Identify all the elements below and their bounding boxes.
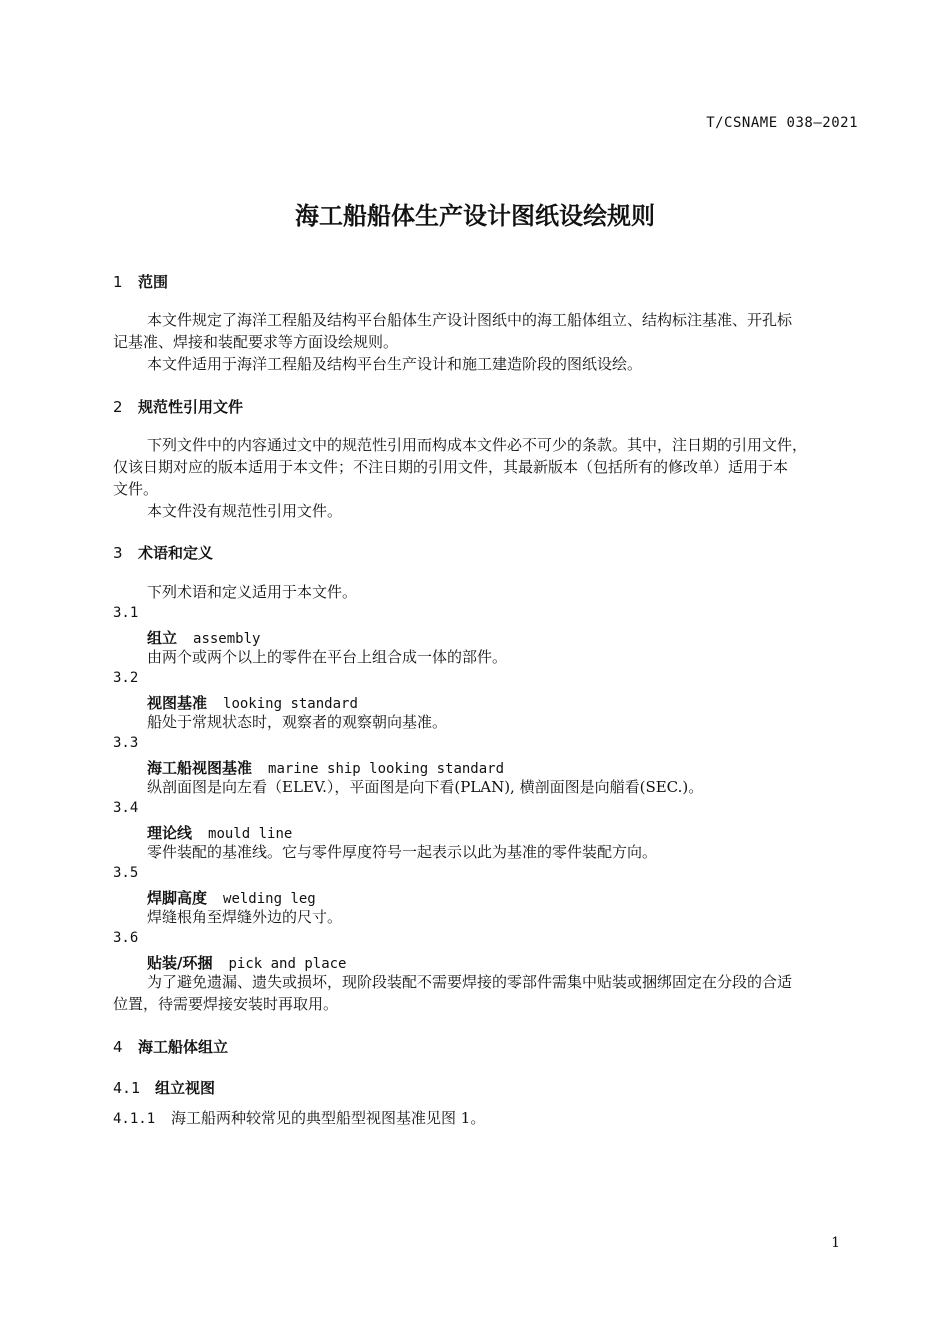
paragraph: 本文件适用于海洋工程船及结构平台生产设计和施工建造阶段的图纸设绘。	[147, 355, 643, 373]
clause-item	[113, 1107, 485, 1130]
term-definition: 零件装配的基准线。它与零件厚度符号一起表示以此为基准的零件装配方向。	[147, 843, 658, 861]
term-en: pick and place	[228, 956, 347, 972]
term-cn: 海工船视图基准	[147, 759, 253, 777]
subsection-title: 组立视图	[155, 1079, 216, 1097]
term-cn: 理论线	[147, 824, 193, 842]
term-en: assembly	[193, 631, 261, 647]
term-number: 3.6	[113, 930, 139, 946]
term-number: 3.3	[113, 735, 139, 751]
term-en: looking standard	[223, 696, 358, 712]
section-number: 4	[113, 1038, 123, 1056]
paragraph: 本文件没有规范性引用文件。	[147, 502, 343, 520]
subsection-number: 4.1	[113, 1079, 141, 1097]
section-title: 海工船体组立	[138, 1038, 229, 1056]
section-number: 2	[113, 398, 123, 416]
section-title: 范围	[138, 273, 169, 291]
paragraph: 文件。	[113, 480, 159, 498]
term-definition: 为了避免遗漏、遗失或损坏，现阶段装配不需要焊接的零部件需集中贴装或捆绑固定在分段的合适	[147, 973, 793, 991]
section-1-heading	[113, 271, 168, 292]
page-number: 1	[831, 1235, 840, 1251]
section-3-heading	[113, 542, 213, 563]
paragraph: 记基准、焊接和装配要求等方面设绘规则。	[113, 333, 399, 351]
term-cn: 贴装/环捆	[147, 954, 213, 972]
document-title: 海工船船体生产设计图纸设绘规则	[295, 202, 655, 230]
term-en: mould line	[208, 826, 293, 842]
term-cn: 视图基准	[147, 694, 208, 712]
term-cn: 组立	[147, 629, 178, 647]
clause-number: 4.1.1	[113, 1111, 156, 1127]
term-number: 3.1	[113, 605, 139, 621]
term-cn: 焊脚高度	[147, 889, 208, 907]
paragraph: 仅该日期对应的版本适用于本文件；不注日期的引用文件，其最新版本（包括所有的修改单）适用于本	[113, 458, 789, 476]
term-name	[147, 627, 260, 648]
clause-text: 海工船两种较常见的典型船型视图基准见图 1。	[171, 1109, 486, 1127]
section-title: 规范性引用文件	[138, 398, 244, 416]
section-2-heading	[113, 396, 243, 417]
term-definition: 纵剖面图是向左看（ELEV.），平面图是向下看(PLAN), 横剖面图是向艏看(SEC.)。	[147, 778, 704, 796]
paragraph: 下列文件中的内容通过文中的规范性引用而构成本文件必不可少的条款。其中，注日期的引用文件，	[147, 436, 808, 454]
standard-number: T/CSNAME 038—2021	[706, 115, 858, 131]
section-4-heading	[113, 1036, 228, 1057]
term-name	[147, 887, 316, 908]
term-definition: 位置，待需要焊接安装时再取用。	[113, 995, 339, 1013]
term-name	[147, 692, 358, 713]
term-name	[147, 822, 292, 843]
term-definition: 船处于常规状态时，观察者的观察朝向基准。	[147, 713, 448, 731]
paragraph: 下列术语和定义适用于本文件。	[147, 583, 358, 601]
term-name	[147, 952, 347, 973]
term-number: 3.5	[113, 865, 139, 881]
paragraph: 本文件规定了海洋工程船及结构平台船体生产设计图纸中的海工船体组立、结构标注基准、开孔标	[147, 311, 793, 329]
subsection-heading	[113, 1077, 215, 1098]
term-definition: 焊缝根角至焊缝外边的尺寸。	[147, 908, 343, 926]
section-number: 1	[113, 273, 123, 291]
section-number: 3	[113, 544, 123, 562]
term-number: 3.2	[113, 670, 139, 686]
term-en: welding leg	[223, 891, 316, 907]
term-en: marine ship looking standard	[268, 761, 505, 777]
section-title: 术语和定义	[138, 544, 214, 562]
term-number: 3.4	[113, 800, 139, 816]
term-definition: 由两个或两个以上的零件在平台上组合成一体的部件。	[147, 648, 508, 666]
term-name	[147, 757, 504, 778]
